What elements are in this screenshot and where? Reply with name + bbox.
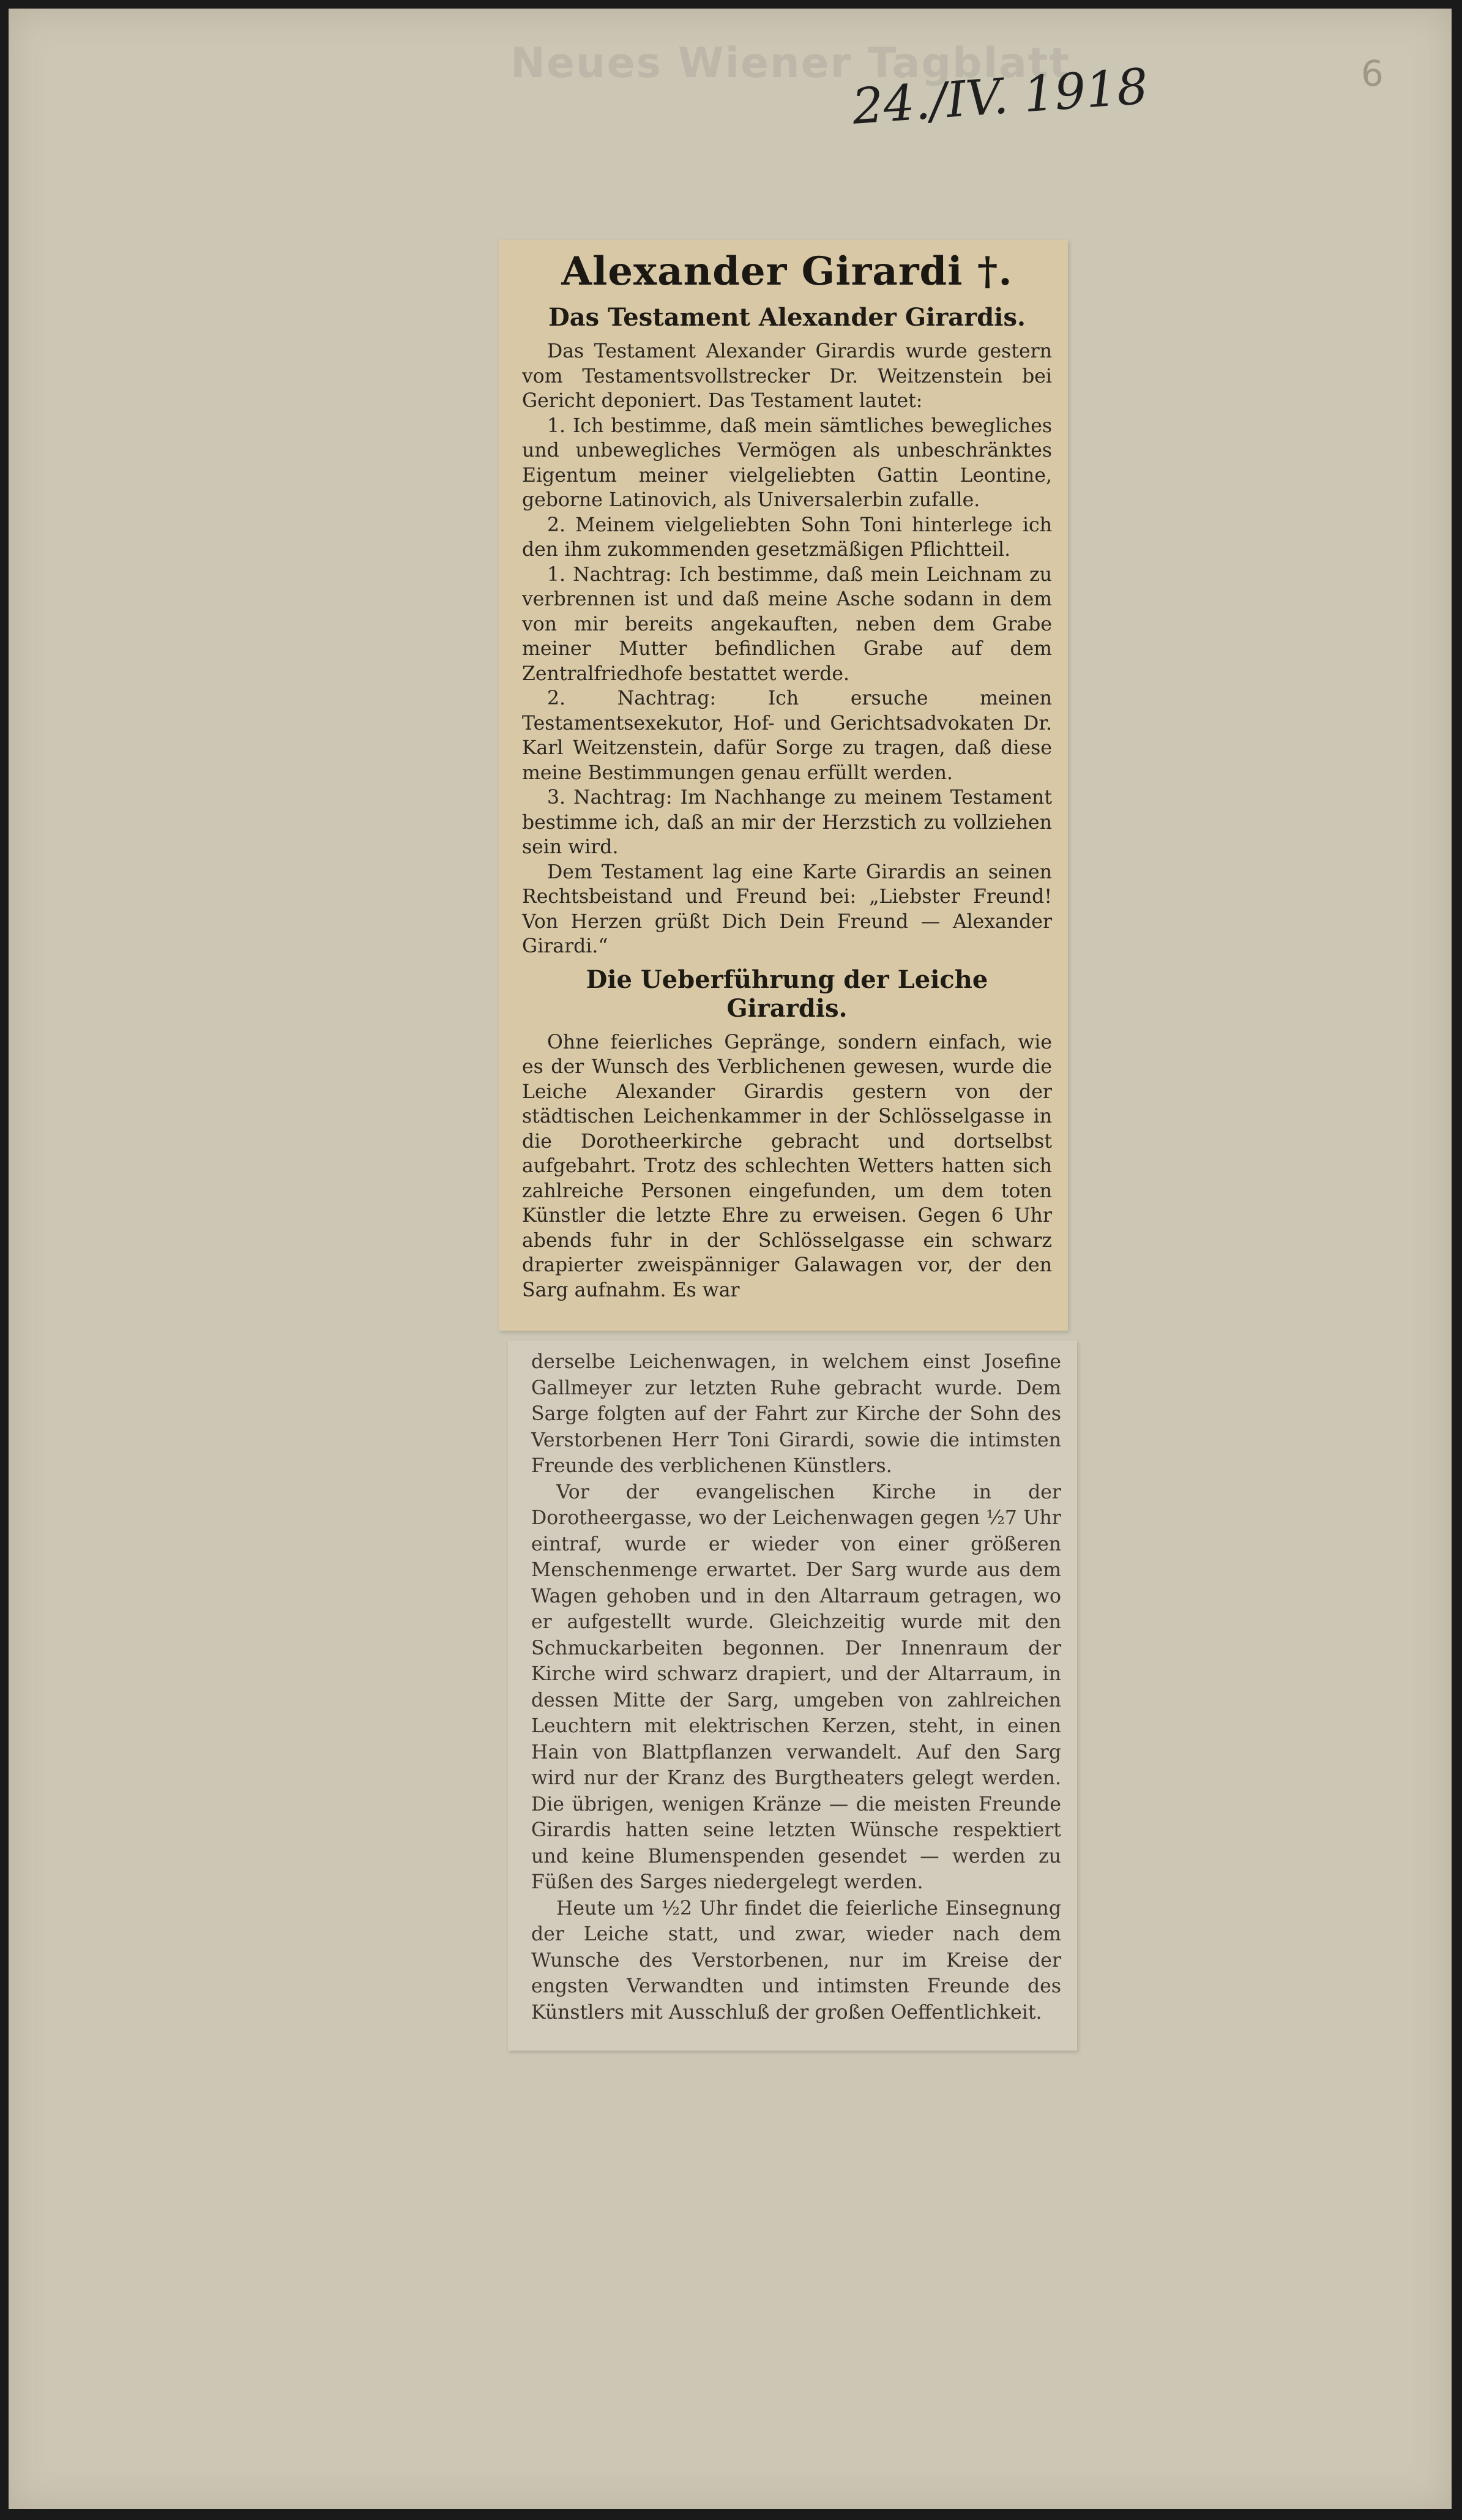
handwritten-date: 24./IV. 1918: [850, 58, 1150, 135]
page-number: 6: [1361, 53, 1384, 94]
paragraph: derselbe Leichenwagen, in welchem einst Josefine Gallmeyer zur letzten Ruhe gebracht wurde. Dem Sarge folgten auf der Fahrt zur Kirche der Sohn des Verstorbenen Herr Toni Girardi, sowie die intimsten Freunde des verblichenen Künstlers.: [531, 1351, 1061, 1477]
newspaper-clipping-bottom: [508, 1340, 1077, 2051]
paragraph: 2. Meinem vielgeliebten Sohn Toni hinterlege ich den ihm zukommenden gesetzmäßigen Pflichtteil.: [522, 514, 1052, 561]
paragraph: 3. Nachtrag: Im Nachhange zu meinem Testament bestimme ich, daß an mir der Herzstich zu vollziehen sein wird.: [522, 787, 1052, 858]
newspaper-stamp: Neues Wiener Tagblatt: [510, 39, 1070, 88]
newspaper-clipping-top: [499, 240, 1068, 1331]
paragraph: Dem Testament lag eine Karte Girardis an seinen Rechtsbeistand und Freund bei: „Liebster Freund! Von Herzen grüßt Dich Dein Freund — Alexander Girardi.“: [522, 861, 1052, 957]
section-heading-testament: Das Testament Alexander Girardis.: [548, 303, 1026, 332]
paragraph: 1. Nachtrag: Ich bestimme, daß mein Leichnam zu verbrennen ist und daß meine Asche sodann in dem von mir bereits angekauften, neben dem Grabe meiner Mutter befindlichen Grabe auf dem Zentralfriedhofe bestattet werde.: [522, 563, 1052, 685]
section-heading-transfer: Die Ueberführung der Leiche Girardis.: [586, 965, 988, 1023]
paragraph: Das Testament Alexander Girardis wurde gestern vom Testamentsvollstrecker Dr. Weitzenstein bei Gericht deponiert. Das Testament lautet:: [522, 340, 1052, 412]
paragraph: Ohne feierliches Gepränge, sondern einfach, wie es der Wunsch des Verblichenen gewesen, wurde die Leiche Alexander Girardis gestern von der städtischen Leichenkammer in der Schlösselgasse in die Dorotheerkirche gebracht und dortselbst aufgebahrt. Trotz des schlechten Wetters hatten sich zahlreiche Personen eingefunden, um dem toten Künstler die letzte Ehre zu erweisen. Gegen 6 Uhr abends fuhr in der Schlösselgasse ein schwarz drapierter zweispänniger Galawagen vor, der den Sarg aufnahm. Es war: [522, 1031, 1052, 1301]
paragraph: 2. Nachtrag: Ich ersuche meinen Testamentsexekutor, Hof- und Gerichtsadvokaten Dr. Karl Weitzenstein, dafür Sorge zu tragen, daß diese meine Bestimmungen genau erfüllt werden.: [522, 687, 1052, 784]
paragraph: Vor der evangelischen Kirche in der Dorotheergasse, wo der Leichenwagen gegen ½7 Uhr eintraf, wurde er wieder von einer größeren Menschenmenge erwartet. Der Sarg wurde aus dem Wagen gehoben und in den Altarraum getragen, wo er aufgestellt wurde. Gleichzeitig wurde mit den Schmuckarbeiten begonnen. Der Innenraum der Kirche wird schwarz drapiert, und der Altarraum, in dessen Mitte der Sarg, umgeben von zahlreichen Leuchtern mit elektrischen Kerzen, steht, in einen Hain von Blattpflanzen verwandelt. Auf den Sarg wird nur der Kranz des Burgtheaters gelegt werden. Die übrigen, wenigen Kränze — die meisten Freunde Girardis hatten seine letzten Wünsche respektiert und keine Blumenspenden gesendet — werden zu Füßen des Sarges niedergelegt werden.: [531, 1481, 1061, 1893]
paragraph: 1. Ich bestimme, daß mein sämtliches bewegliches und unbewegliches Vermögen als unbeschränktes Eigentum meiner vielgeliebten Gattin Leontine, geborne Latinovich, als Universalerbin zufalle.: [522, 414, 1052, 511]
paragraph: Heute um ½2 Uhr findet die feierliche Einsegnung der Leiche statt, und zwar, wieder nach dem Wunsche des Verstorbenen, nur im Kreise der engsten Verwandten und intimsten Freunde des Künstlers mit Ausschluß der großen Oeffentlichkeit.: [531, 1897, 1061, 2024]
article-title: Alexander Girardi †.: [561, 249, 1013, 294]
